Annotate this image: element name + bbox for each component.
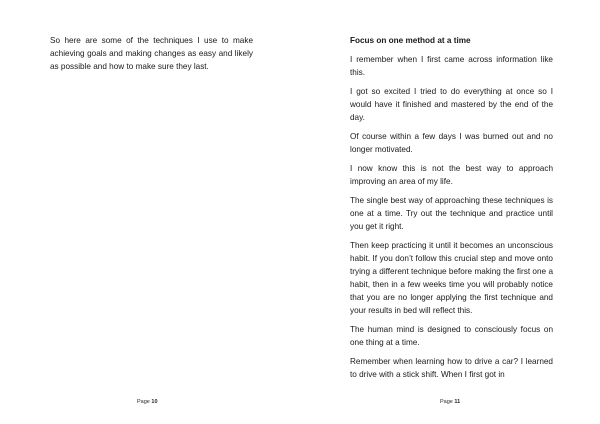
paragraph: The single best way of approaching these techniques is one at a time. Try out the technique and practice until you get it right. (350, 196, 553, 231)
page-label: Page (440, 399, 453, 405)
left-page-body (50, 34, 253, 79)
right-page-body (350, 34, 553, 387)
page-number-value: 11 (454, 399, 461, 405)
paragraph: Remember when learning how to drive a car? I learned to drive with a stick shift. When I first got in (350, 357, 553, 379)
paragraph: I got so excited I tried to do everything at once so I would have it finished and mastered by the end of the day. (350, 87, 553, 122)
paragraph: Of course within a few days I was burned out and no longer motivated. (350, 132, 553, 154)
page-number-left (137, 398, 158, 406)
paragraph: So here are some of the techniques I use to make achieving goals and making changes as easy and likely as possible and how to make sure they last. (50, 36, 253, 71)
page-number-value: 10 (151, 399, 158, 405)
page-number-right (440, 398, 460, 406)
page-label: Page (137, 399, 150, 405)
right-page (300, 0, 600, 424)
paragraph: The human mind is designed to consciously focus on one thing at a time. (350, 325, 553, 347)
paragraph: Then keep practicing it until it becomes an unconscious habit. If you don’t follow this crucial step and move onto trying a different technique before making the first one a habit, then in a few weeks time you will probably notice that you are no longer applying the first technique and your results in bed will reflect this. (350, 241, 553, 315)
section-heading: Focus on one method at a time (350, 36, 471, 45)
paragraph: I now know this is not the best way to approach improving an area of my life. (350, 164, 553, 186)
paragraph: I remember when I first came across information like this. (350, 55, 553, 77)
